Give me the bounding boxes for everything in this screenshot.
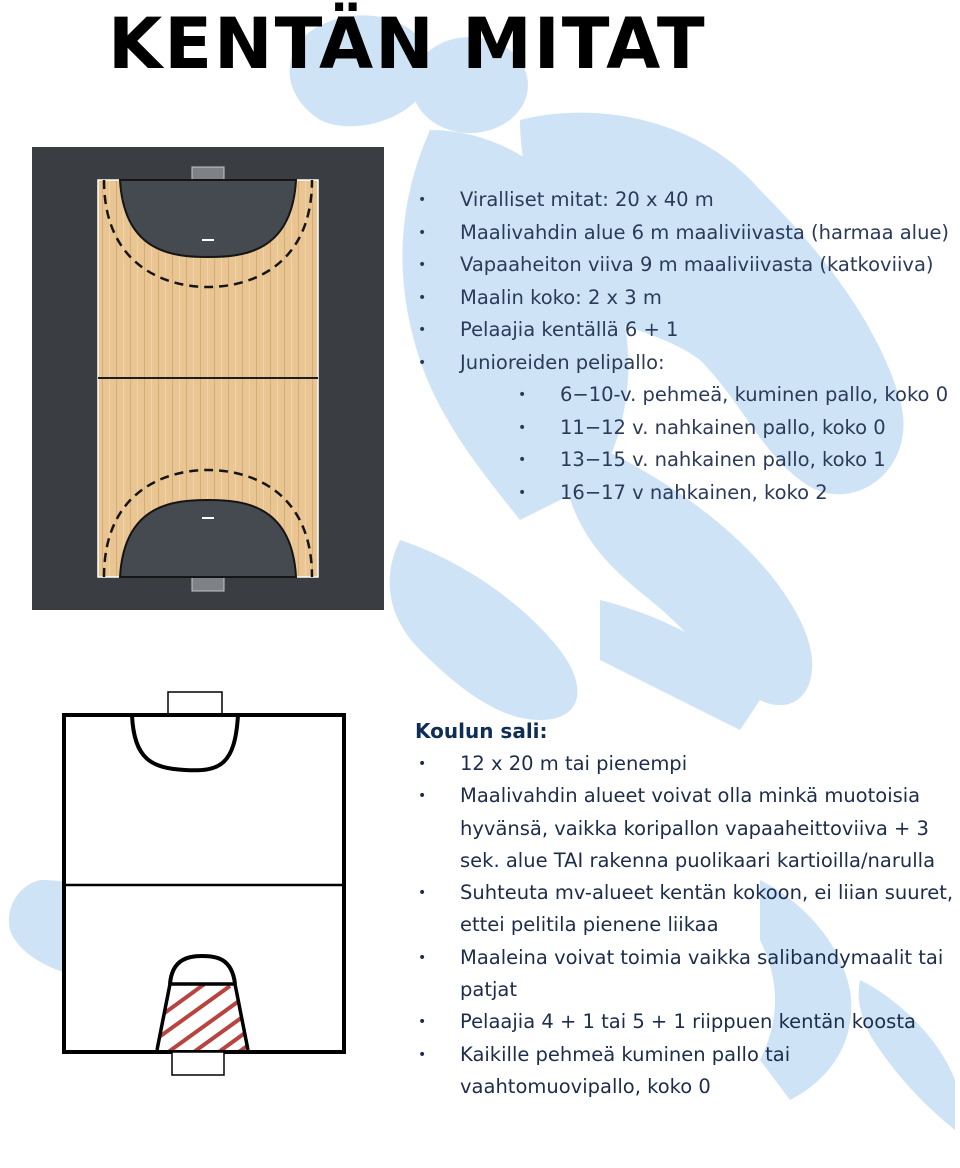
bullet-icon: • [418,192,427,208]
school-gym-list [412,748,960,1103]
junior-ball-sublist [460,379,957,509]
list-item: • Pelaajia kentällä 6 + 1 [412,314,957,347]
bullet-icon: • [418,949,427,966]
bullet-icon: • [418,1014,427,1031]
bullet-icon: • [418,224,427,241]
sublist-item: • 13−15 v. nahkainen pallo, koko 1 [490,444,957,477]
list-item: • Maalin koko: 2 x 3 m [412,282,957,315]
page-title: KENTÄN MITAT [108,3,707,85]
official-dimensions-list [412,184,957,509]
bullet-icon: • [418,289,427,306]
list-item: • Viralliset mitat: 20 x 40 m [412,184,957,217]
list-item: • Maalivahdin alueet voivat olla minkä muotoisia hyvänsä, vaikka koripallon vapaaheittoviiva + 3 sek. alue TAI rakenna puolikaari kartioilla/narulla [412,780,960,877]
list-item: • Vapaaheiton viiva 9 m maaliviivasta (katkoviiva) [412,249,957,282]
list-item: • Suhteuta mv-alueet kentän kokoon, ei liian suuret, ettei pelitila pienene liikaa [412,877,960,942]
bullet-icon: • [518,419,527,436]
list-item: • Maaleina voivat toimia vaikka salibandymaalit tai patjat [412,942,960,1007]
school-gym-heading: Koulun sali: [415,719,548,743]
bullet-icon: • [418,885,427,902]
bullet-icon: • [518,387,527,403]
sublist-item: • 6−10-v. pehmeä, kuminen pallo, koko 0 [490,379,957,412]
sublist-item: • 11−12 v. nahkainen pallo, koko 0 [490,412,957,445]
bullet-icon: • [418,756,427,772]
school-court-diagram [60,690,350,1078]
bullet-icon: • [418,788,427,805]
sublist-item: • 16−17 v nahkainen, koko 2 [490,477,957,510]
bullet-icon: • [518,484,527,501]
list-item: • Junioreiden pelipallo: • 6−10-v. pehmeä, kuminen pallo, koko 0 • 11−12 v. nahkainen pallo, koko 0 • 13−15 v. nahkainen pallo, koko 1 • 16−17 v nahkainen, koko 2 [412,347,957,510]
bullet-icon: • [418,354,427,371]
bullet-icon: • [418,1046,427,1063]
list-item: • Pelaajia 4 + 1 tai 5 + 1 riippuen kentän koosta [412,1006,960,1038]
bullet-icon: • [418,322,427,338]
list-item: • Maalivahdin alue 6 m maaliviivasta (harmaa alue) [412,217,957,250]
list-item: • 12 x 20 m tai pienempi [412,748,960,780]
list-item: • Kaikille pehmeä kuminen pallo tai vaahtomuovipallo, koko 0 [412,1039,960,1104]
bullet-icon: • [418,257,427,273]
bullet-icon: • [518,452,527,468]
official-court-diagram [32,147,384,610]
